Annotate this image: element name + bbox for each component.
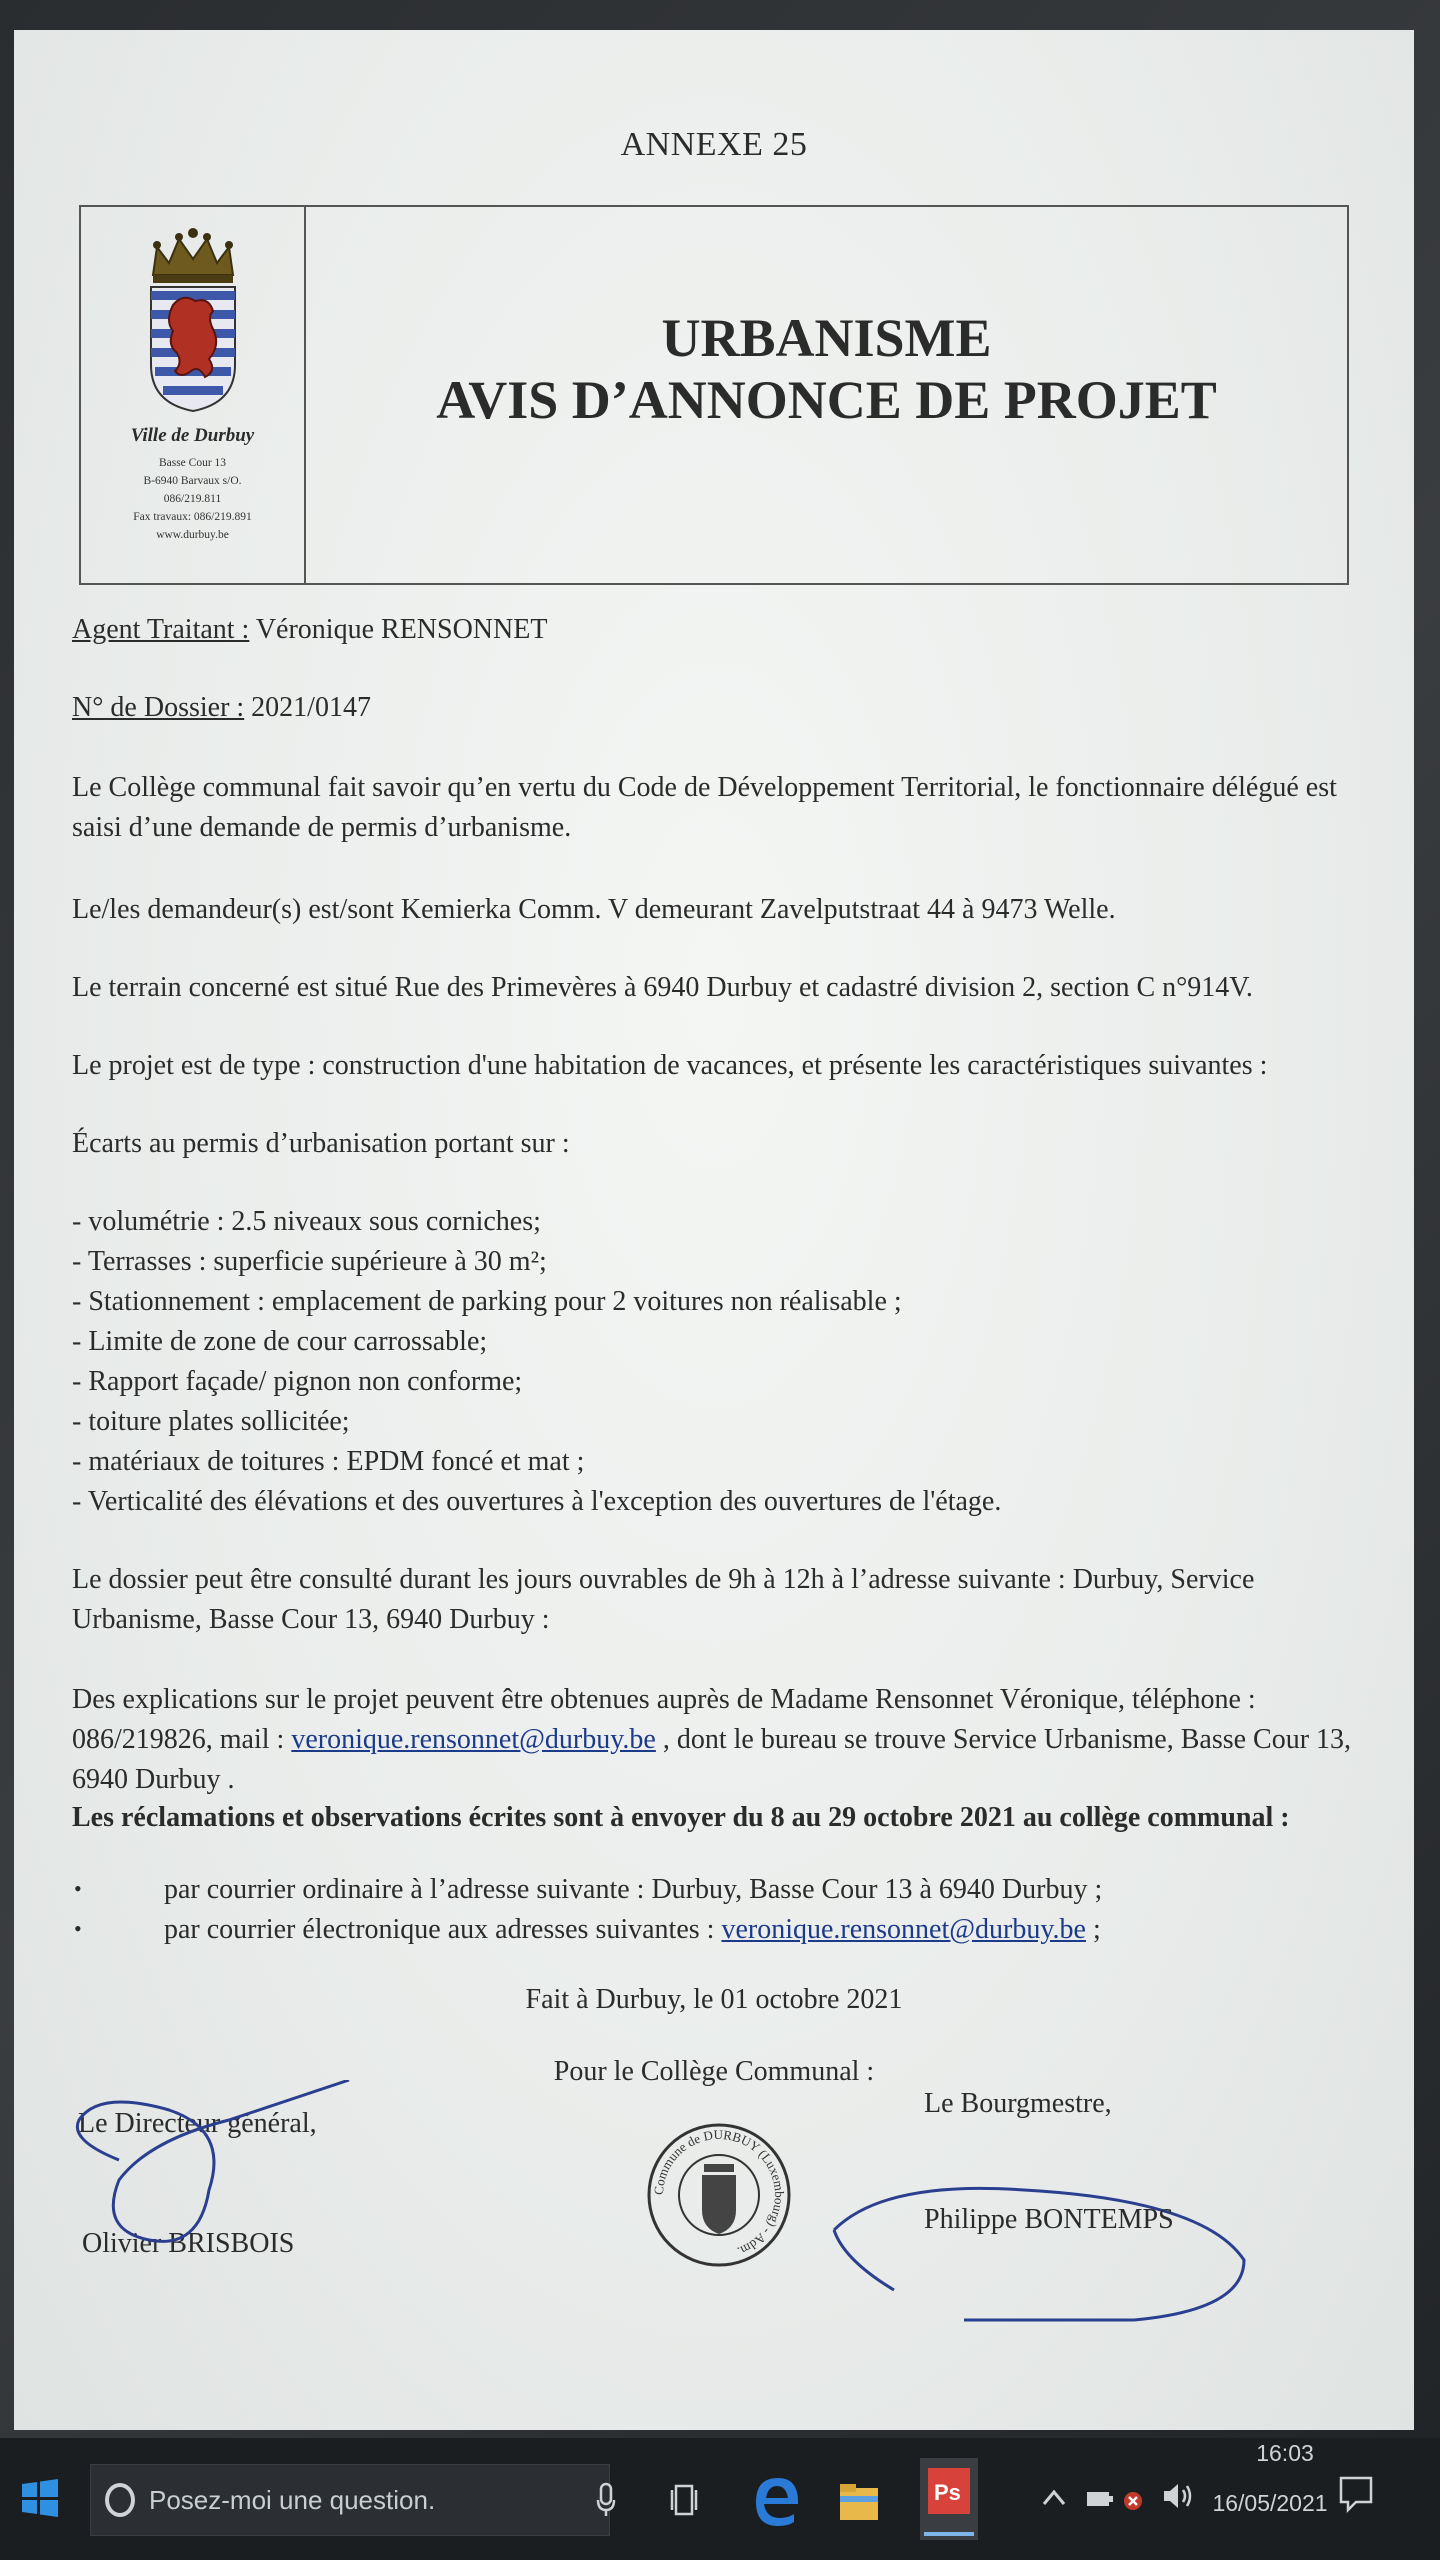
title-column xyxy=(306,207,1347,583)
seal-text: Commune de DURBUY (Luxembourg) - Adm. xyxy=(650,2126,788,2260)
bourgmestre-label: Le Bourgmestre, xyxy=(924,2088,1112,2119)
agent-label: Agent Traitant : xyxy=(72,614,250,645)
logo-column xyxy=(81,207,306,583)
explications-text-end: , dont le bureau se trouve Service Urbanisme, Basse Cour 13, 6940 Durbuy . xyxy=(72,1724,1352,1795)
logo-phone-line: 086/219.811 xyxy=(163,493,222,505)
directeur-signature xyxy=(59,2080,389,2320)
paragraph-consultation: Le dossier peut être consulté durant les jours ouvrables de 9h à 12h à l’adresse suivante : Durbuy, Service Urbanisme, Basse Cour 13, 6940 Durbuy : xyxy=(72,1564,1255,1635)
microphone-icon[interactable] xyxy=(596,2482,616,2518)
agent-line xyxy=(72,610,1362,650)
powerpoint-taskbar-button[interactable] xyxy=(920,2458,978,2540)
directeur-label: Le Directeur général, xyxy=(78,2108,317,2139)
ecart-item: - Rapport façade/ pignon non conforme; xyxy=(72,1366,523,1397)
pdf-reader-icon xyxy=(928,2468,970,2514)
document-title: URBANISME xyxy=(661,308,992,368)
fait-a-durbuy: Fait à Durbuy, le 01 octobre 2021 xyxy=(525,1984,903,2015)
ecart-item: - Limite de zone de cour carrossable; xyxy=(72,1326,488,1357)
logo-fax-line: Fax travaux: 086/219.891 xyxy=(133,511,252,523)
ecart-item: - Verticalité des élévations et des ouvertures à l'exception des ouvertures de l'étage. xyxy=(72,1486,1002,1517)
annexe-label: ANNEXE 25 xyxy=(620,126,808,163)
document-subtitle: AVIS D’ANNONCE DE PROJET xyxy=(436,370,1217,430)
logo-address-line: Basse Cour 13 xyxy=(158,457,227,469)
town-name: Ville de Durbuy xyxy=(130,425,255,446)
paragraph-projet: Le projet est de type : construction d'une habitation de vacances, et présente les caractéristiques suivantes : xyxy=(72,1050,1268,1081)
durbuy-crest-logo xyxy=(143,225,243,415)
agent-value: Véronique RENSONNET xyxy=(249,614,548,645)
active-indicator xyxy=(924,2532,974,2536)
bullet-dot: • xyxy=(74,1916,82,1941)
search-placeholder: Posez-moi une question. xyxy=(149,2485,436,2515)
bullet-dot: • xyxy=(74,1876,82,1901)
ecart-item: - Stationnement : emplacement de parking pour 2 voitures non réalisable ; xyxy=(72,1286,902,1317)
battery-icon[interactable] xyxy=(1085,2484,1115,2514)
email-link[interactable]: veronique.rensonnet@durbuy.be xyxy=(291,1724,656,1755)
bullet-courrier-ordinaire: par courrier ordinaire à l’adresse suivante : Durbuy, Basse Cour 13 à 6940 Durbuy ; xyxy=(164,1874,1103,1905)
svg-text:Ps: Ps xyxy=(934,2480,961,2505)
header-box xyxy=(79,205,1349,585)
ecart-item: - volumétrie : 2.5 niveaux sous corniches; xyxy=(72,1206,541,1237)
explications-text: Des explications sur le projet peuvent être obtenues auprès de Madame Rensonnet Véronique, téléphone : 086/219826, mail : xyxy=(72,1684,1256,1755)
volume-icon[interactable] xyxy=(1160,2478,1196,2514)
network-warning-icon[interactable] xyxy=(1122,2490,1144,2512)
paragraph-explications xyxy=(72,1680,1362,1800)
logo-website-line: www.durbuy.be xyxy=(156,529,229,541)
paragraph-reclamations: Les réclamations et observations écrites sont à envoyer du 8 au 29 octobre 2021 au collège communal : xyxy=(72,1802,1290,1833)
email-link[interactable]: veronique.rensonnet@durbuy.be xyxy=(721,1914,1086,1945)
document-page xyxy=(14,30,1414,2430)
ecart-item: - matériaux de toitures : EPDM foncé et mat ; xyxy=(72,1446,585,1477)
task-view-icon[interactable] xyxy=(668,2482,700,2518)
search-icon xyxy=(105,2483,135,2517)
edge-browser-icon[interactable] xyxy=(752,2474,800,2526)
clock-time[interactable]: 16:03 xyxy=(1256,2440,1314,2466)
search-input[interactable] xyxy=(90,2464,610,2536)
chevron-up-icon[interactable] xyxy=(1040,2486,1068,2510)
paragraph-terrain: Le terrain concerné est situé Rue des Primevères à 6940 Durbuy et cadastré division 2, section C n°914V. xyxy=(72,972,1253,1003)
windows-start-icon[interactable] xyxy=(20,2478,60,2518)
bourgmestre-signature xyxy=(804,2170,1264,2370)
pour-le-college: Pour le Collège Communal : xyxy=(553,2056,875,2087)
dossier-label: N° de Dossier : xyxy=(72,692,245,723)
bullet-electronique-end: ; xyxy=(1086,1914,1101,1945)
paragraph-ecarts-intro: Écarts au permis d’urbanisation portant sur : xyxy=(72,1128,570,1159)
bullet-courrier-electronique xyxy=(164,1910,1314,1950)
directeur-name: Olivier BRISBOIS xyxy=(82,2228,295,2259)
ecart-item: - toiture plates sollicitée; xyxy=(72,1406,350,1437)
ecart-item: - Terrasses : superficie supérieure à 30 m²; xyxy=(72,1246,547,1277)
file-explorer-icon[interactable] xyxy=(838,2478,880,2522)
commune-seal-stamp xyxy=(644,2120,794,2270)
clock-date[interactable]: 16/05/2021 xyxy=(1212,2490,1328,2516)
paragraph-college: Le Collège communal fait savoir qu’en vertu du Code de Développement Territorial, le fonctionnaire délégué est saisi d’une demande de permis d’urbanisme. xyxy=(72,772,1337,843)
taskbar xyxy=(0,2438,1440,2560)
dossier-value: 2021/0147 xyxy=(244,692,371,723)
dossier-line xyxy=(72,688,1362,728)
bullet-electronique-text: par courrier électronique aux adresses suivantes : xyxy=(164,1914,722,1945)
paragraph-demandeur: Le/les demandeur(s) est/sont Kemierka Comm. V demeurant Zavelputstraat 44 à 9473 Welle. xyxy=(72,894,1116,925)
logo-address-line: B-6940 Barvaux s/O. xyxy=(143,475,242,487)
notification-icon[interactable] xyxy=(1338,2474,1374,2514)
bourgmestre-name: Philippe BONTEMPS xyxy=(924,2204,1174,2235)
